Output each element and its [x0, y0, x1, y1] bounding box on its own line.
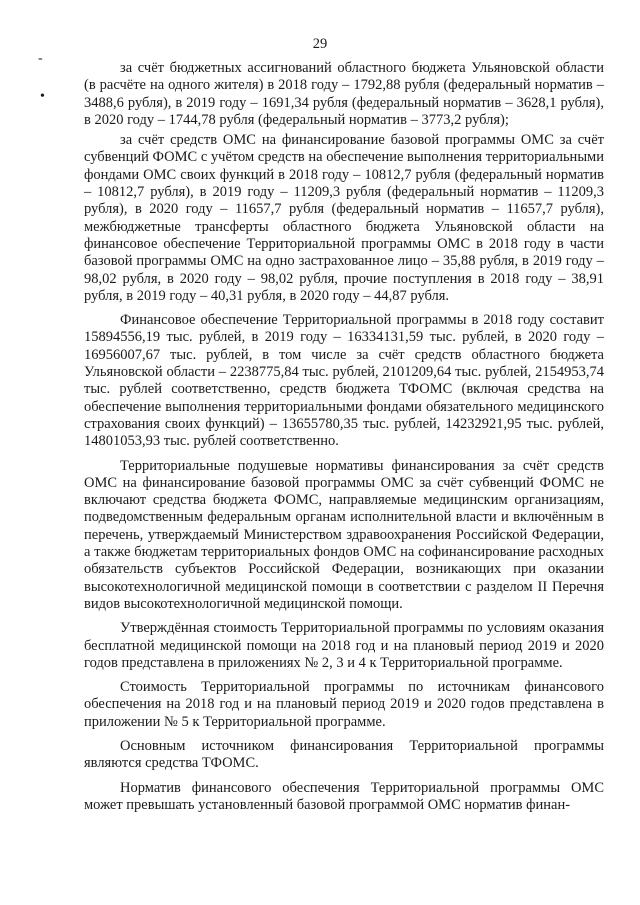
paragraph-per-capita-standards: Территориальные подушевые нормативы финансирования за счёт средств ОМС на финансирование базовой программы ОМС за счёт субвенций ФОМС не включают средства бюджета ФОМС, направляемые медицинским организациям, подведомственным федеральным органам исполнительной власти и включённым в перечень, утверждаемый Министерством здравоохранения Российской Федерации, а также бюджетам территориальных фондов ОМС на софинансирование расходных обязательств субъектов Российской Федерации, возникающих при оказании высокотехнологичной медицинской помощи в соответствии с разделом II Перечня видов высокотехнологичной медицинской помощи. [84, 457, 604, 612]
margin-dash-mark: - [38, 51, 43, 66]
paragraph-budget-allocations: за счёт бюджетных ассигнований областного бюджета Ульяновской области (в расчёте на одного жителя) в 2018 году – 1792,88 рубля (федеральный норматив – 3488,6 рубля), в 2019 году – 1691,34 рубля (федеральный норматив – 3628,1 рубля), в 2020 году – 1744,78 рубля (федеральный норматив – 3773,2 рубля); [84, 60, 604, 128]
paragraph-oms-funds: за счёт средств ОМС на финансирование базовой программы ОМС за счёт субвенций ФОМС с учётом средств на обеспечение выполнения территориальными фондами ОМС своих функций в 2018 году – 10812,7 рубля (федеральный норматив – 10812,7 рубля), в 2019 году – 11209,3 рубля (федеральный норматив – 11209,3 рубля), в 2020 году – 11657,7 рубля (федеральный норматив – 11657,7 рубля), межбюджетные трансферты областного бюджета Ульяновской области на финансовое обеспечение Территориальной программы ОМС в 2018 году в части базовой программы ОМС на одно застрахованное лицо – 35,88 рубля, в 2019 году – 98,02 рубля, в 2020 году – 98,02 рубля, прочие поступления в 2018 году – 38,91 рубля, в 2019 году – 40,31 рубля, в 2020 году – 44,87 рубля. [84, 132, 604, 304]
page-number: 29 [312, 36, 328, 52]
paragraph-funding-standard: Норматив финансового обеспечения Территориальной программы ОМС может превышать установленный базовой программой ОМС норматив финан- [84, 779, 604, 813]
paragraph-financial-support: Финансовое обеспечение Территориальной программы в 2018 году составит 15894556,19 тыс. рублей, в 2019 году – 16334131,59 тыс. рублей, в 2020 году – 16956007,67 тыс. рублей, в том числе за счёт средств областного бюджета Ульяновской области – 2238775,84 тыс. рублей, 2101209,64 тыс. рублей, 2154953,74 тыс. рублей соответственно, средств бюджета ТФОМС (включая средства на обеспечение выполнения территориальными фондами обязательного медицинского страхования своих функций) – 13655780,35 тыс. рублей, 14232921,95 тыс. рублей, 14801053,93 тыс. рублей соответственно. [84, 312, 604, 450]
margin-dot-mark: • [40, 89, 45, 104]
paragraph-main-source: Основным источником финансирования Территориальной программы являются средства ТФОМС. [84, 737, 604, 772]
paragraph-cost-by-source: Стоимость Территориальной программы по источникам финансового обеспечения на 2018 год и на плановый период 2019 и 2020 годов представлена в приложении № 5 к Территориальной программе. [84, 679, 604, 730]
paragraph-approved-cost: Утверждённая стоимость Территориальной программы по условиям оказания бесплатной медицинской помощи на 2018 год и на плановый период 2019 и 2020 годов представлена в приложениях № 2, 3 и 4 к Территориальной программе. [84, 620, 604, 671]
body-text [84, 60, 604, 821]
